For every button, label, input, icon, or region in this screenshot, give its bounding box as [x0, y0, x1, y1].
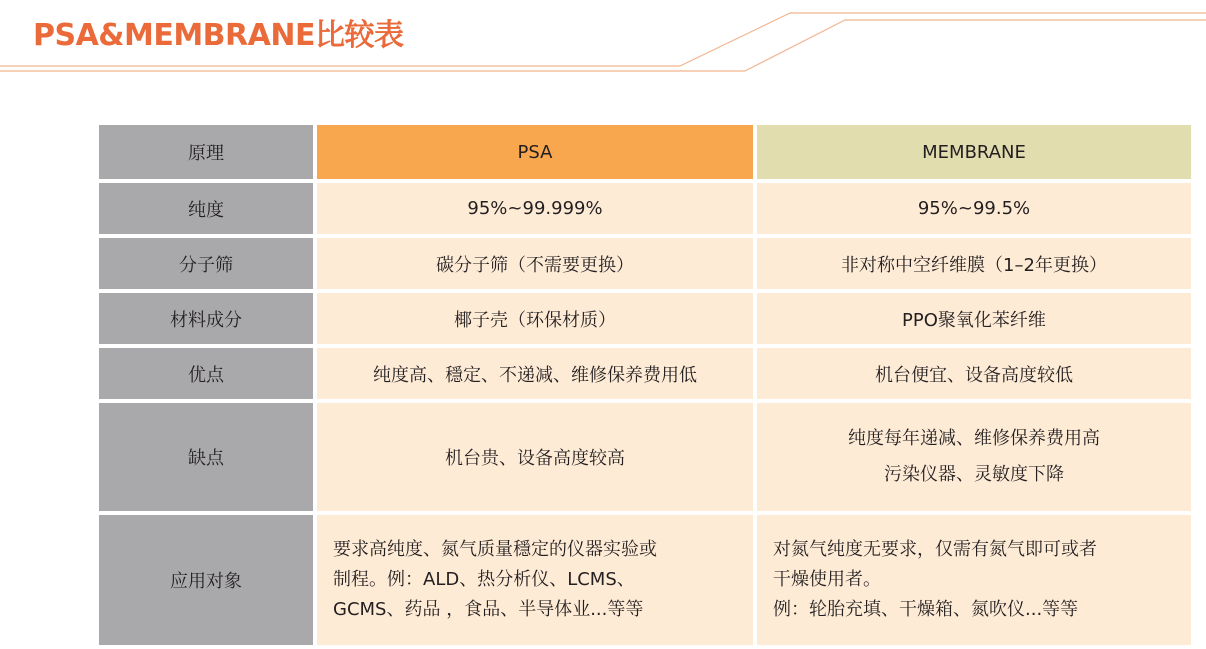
psa-cell	[317, 515, 753, 645]
row-label: 材料成分	[99, 293, 313, 344]
table-header-row	[99, 125, 1191, 179]
table-row	[99, 183, 1191, 234]
header-psa: PSA	[317, 125, 753, 179]
cell-text: 95%~99.999%	[467, 198, 603, 219]
row-label: 分子筛	[99, 238, 313, 289]
table-row	[99, 515, 1191, 645]
psa-cell	[317, 348, 753, 399]
psa-cell	[317, 403, 753, 511]
cell-text: 机台便宜、设备高度较低	[875, 364, 1073, 386]
cell-text: 例：轮胎充填、干燥箱、氮吹仪...等等	[773, 599, 1079, 620]
cell-text: 制程。例：ALD、热分析仪、LCMS、	[333, 569, 635, 590]
cell-text: 椰子壳（环保材质）	[454, 309, 616, 331]
header-membrane: MEMBRANE	[757, 125, 1191, 179]
cell-text: 机台贵、设备高度较高	[445, 448, 625, 469]
psa-cell	[317, 183, 753, 234]
membrane-cell	[757, 403, 1191, 511]
header-decoration	[0, 0, 1206, 80]
header-label: 原理	[99, 125, 313, 179]
membrane-cell	[757, 183, 1191, 234]
cell-text: 对氮气纯度无要求，仅需有氮气即可或者	[773, 539, 1097, 560]
table-row	[99, 348, 1191, 399]
membrane-cell	[757, 238, 1191, 289]
page-title: PSA&MEMBRANE比较表	[33, 18, 404, 53]
cell-text: 碳分子筛（不需要更换）	[436, 254, 634, 276]
row-label: 缺点	[99, 403, 313, 511]
cell-text: 纯度高、穩定、不递减、维修保养费用低	[373, 364, 697, 386]
table-row	[99, 238, 1191, 289]
psa-cell	[317, 238, 753, 289]
cell-text: PPO聚氧化苯纤维	[902, 309, 1046, 331]
membrane-cell	[757, 515, 1191, 645]
row-label: 纯度	[99, 183, 313, 234]
membrane-cell	[757, 348, 1191, 399]
membrane-cell	[757, 293, 1191, 344]
cell-text: 要求高纯度、氮气质量穩定的仪器实验或	[333, 539, 657, 560]
row-label: 优点	[99, 348, 313, 399]
cell-text: GCMS、药品 ，食品、半导体业...等等	[333, 599, 644, 620]
table-row	[99, 293, 1191, 344]
cell-text: 95%~99.5%	[917, 198, 1031, 219]
row-label: 应用对象	[99, 515, 313, 645]
cell-text: 干燥使用者。	[773, 569, 881, 590]
cell-text: 非对称中空纤维膜（1–2年更换）	[841, 254, 1107, 276]
cell-text: 污染仪器、灵敏度下降	[884, 464, 1064, 485]
cell-text: 纯度每年递减、维修保养费用高	[848, 428, 1100, 449]
comparison-table	[95, 121, 1195, 649]
psa-cell	[317, 293, 753, 344]
table-row	[99, 403, 1191, 511]
